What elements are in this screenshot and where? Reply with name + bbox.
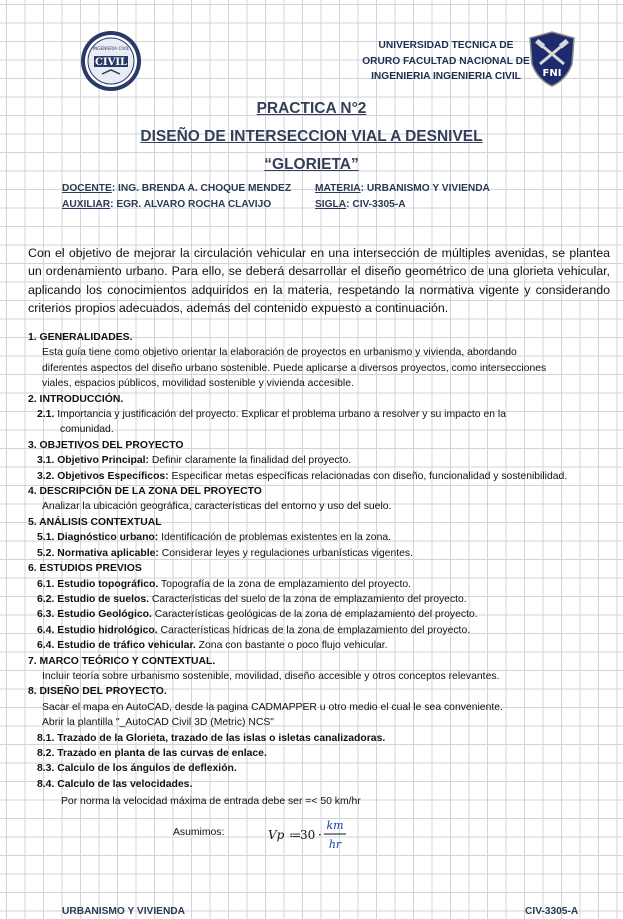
item-3-1-text: Definir claramente la finalidad del proyecto. — [149, 455, 352, 467]
formula-operator: ≔ — [289, 828, 302, 842]
item-8-2-text: 8.2. Trazado en planta de las curvas de enlace. — [37, 747, 267, 759]
item-5-1-text: Identificación de problemas existentes en la zona. — [158, 532, 392, 544]
section-5-heading: 5. ANÁLISIS CONTEXTUAL — [28, 516, 162, 528]
item-6-1-text: Topografía de la zona de emplazamiento del proyecto. — [158, 578, 412, 590]
section-4-body: Analizar la ubicación geográfica, características del entorno y uso del suelo. — [42, 501, 392, 513]
item-6-5 — [28, 638, 618, 653]
item-8-1-text: 8.1. Trazado de la Glorieta, trazado de las islas o isletas canalizadoras. — [37, 732, 386, 744]
item-8-2 — [28, 746, 618, 761]
item-6-4-label: 6.4. Estudio hidrológico. — [37, 624, 158, 636]
civil-logo-subtext: INGENIERIA CIVIL — [92, 46, 130, 51]
item-8-4-text: 8.4. Calculo de las velocidades. — [37, 778, 193, 790]
section-2-heading: 2. INTRODUCCIÓN. — [28, 393, 124, 405]
section-1-heading: 1. GENERALIDADES. — [28, 332, 133, 343]
item-2-1-text: Importancia y justificación del proyecto. Explicar el problema urbano a resolver y su impacto en la — [54, 409, 506, 421]
speed-note: Por norma la velocidad máxima de entrada debe ser =< 50 km/hr — [61, 796, 361, 807]
footer-subject: URBANISMO Y VIVIENDA — [62, 906, 186, 917]
fni-logo-text: FNI — [542, 68, 562, 79]
formula-dot: · — [318, 828, 322, 842]
item-6-3 — [28, 607, 618, 622]
section-7-heading: 7. MARCO TEÓRICO Y CONTEXTUAL. — [28, 655, 216, 667]
civil-logo — [80, 30, 142, 92]
auxiliar-value: : EGR. ALVARO ROCHA CLAVIJO — [110, 199, 272, 210]
item-8-3-text: 8.3. Calculo de los ángulos de deflexión. — [37, 763, 237, 775]
formula-value: 30 — [300, 828, 316, 842]
section-8-body-1: Sacar el mapa en AutoCAD, desde la pagina CADMAPPER u otro medio el cual le sea conveniente. — [42, 701, 503, 713]
footer-code: CIV-3305-A — [525, 906, 579, 917]
item-2-1-cont: comunidad. — [60, 424, 114, 436]
section-1-body-line-1: Esta guía tiene como objetivo orientar la elaboración de proyectos en urbanismo y vivienda, abordando — [42, 347, 517, 359]
docente-line — [62, 183, 291, 194]
materia-value: : URBANISMO Y VIVIENDA — [360, 183, 490, 194]
item-6-2 — [28, 592, 618, 607]
item-5-1 — [28, 530, 618, 545]
section-1-body-line-3: viales, espacios públicos, movilidad sostenible y vivienda accesible. — [42, 378, 354, 390]
institution-line-3: INGENIERIA INGENIERIA CIVIL — [371, 71, 521, 82]
docente-value: : ING. BRENDA A. CHOQUE MENDEZ — [111, 183, 292, 194]
materia-line — [315, 183, 490, 194]
sigla-value: : CIV-3305-A — [346, 199, 406, 210]
formula-denominator: hr — [328, 838, 342, 851]
item-6-3-label: 6.3. Estudio Geológico. — [37, 609, 152, 621]
civil-logo-text: CIVIL — [94, 57, 128, 68]
item-6-5-text: Zona con bastante o poco flujo vehicular. — [195, 640, 388, 652]
section-7-body: Incluir teoría sobre urbanismo sostenible, movilidad, diseño accesible y otros conceptos relevantes. — [42, 670, 500, 682]
practice-title: PRACTICA N°2 — [256, 100, 367, 117]
item-6-2-text: Características del suelo de la zona de emplazamiento del proyecto. — [149, 593, 467, 605]
section-4-heading: 4. DESCRIPCIÓN DE LA ZONA DEL PROYECTO — [28, 486, 262, 498]
section-1-body-line-2: diferentes aspectos del diseño urbano sostenible. Puede aplicarse a diversos proyectos, como intersecciones — [42, 362, 547, 374]
item-2-1-label: 2.1. — [37, 409, 55, 421]
item-3-1 — [28, 453, 618, 468]
item-3-2 — [28, 469, 618, 484]
sigla-label: SIGLA — [315, 199, 347, 210]
fni-shield-logo — [526, 30, 578, 88]
section-3-heading: 3. OBJETIVOS DEL PROYECTO — [28, 439, 184, 451]
formula-lhs: Vp — [268, 828, 285, 842]
item-6-4-text: Características hídricas de la zona de emplazamiento del proyecto. — [157, 624, 471, 636]
item-6-2-label: 6.2. Estudio de suelos. — [37, 593, 150, 605]
item-8-4 — [28, 777, 618, 792]
auxiliar-line — [62, 199, 271, 210]
assume-label: Asumimos: — [173, 827, 225, 838]
speed-formula — [268, 815, 358, 855]
section-8-body-2: Abrir la plantilla "_AutoCAD Civil 3D (Metric) NCS" — [42, 717, 274, 729]
institution-name — [360, 38, 532, 85]
materia-label: MATERIA — [315, 183, 361, 194]
item-6-4 — [28, 623, 618, 638]
item-5-2-text: Considerar leyes y regulaciones urbanísticas vigentes. — [158, 547, 413, 559]
item-6-3-text: Características geológicas de la zona de emplazamiento del proyecto. — [151, 609, 478, 621]
section-8-heading: 8. DISEÑO DEL PROYECTO. — [28, 686, 167, 698]
item-8-1 — [28, 731, 618, 746]
item-6-1-label: 6.1. Estudio topográfico. — [37, 578, 159, 590]
item-5-2-label: 5.2. Normativa aplicable: — [37, 547, 159, 559]
item-3-2-label: 3.2. Objetivos Específicos: — [37, 470, 169, 482]
item-3-2-text: Especificar metas específicas relacionadas con diseño, funcionalidad y sostenibilidad. — [168, 470, 568, 482]
docente-label: DOCENTE — [62, 183, 112, 194]
institution-line-2: ORURO FACULTAD NACIONAL DE — [362, 55, 530, 67]
main-title: DISEÑO DE INTERSECCION VIAL A DESNIVEL — [140, 128, 483, 145]
formula-numerator: km — [326, 819, 344, 832]
item-6-5-label: 6.4. Estudio de tráfico vehicular. — [37, 640, 196, 652]
sub-title: “GLORIETA” — [264, 156, 359, 173]
auxiliar-label: AUXILIAR — [62, 199, 111, 210]
item-8-3 — [28, 761, 618, 776]
item-5-1-label: 5.1. Diagnóstico urbano: — [37, 532, 159, 544]
section-6-heading: 6. ESTUDIOS PREVIOS — [28, 563, 142, 575]
item-3-1-label: 3.1. Objetivo Principal: — [37, 455, 150, 467]
item-2-1 — [28, 407, 618, 422]
item-6-1 — [28, 577, 618, 592]
item-5-2 — [28, 546, 618, 561]
content-sections — [28, 330, 618, 792]
institution-line-1: UNIVERSIDAD TECNICA DE — [378, 40, 514, 51]
sigla-line — [315, 199, 406, 210]
intro-paragraph: Con el objetivo de mejorar la circulación vehicular en una intersección de múltiples avenidas, se plantea un ordenamiento urbano. Para ello, se deberá desarrollar el diseño geométrico de una glorieta vehicular, aplicando los conocimientos adquiridos en la materia, respetando la normativa vigente y considerando criterios propios adecuados, además del contenido expuesto a continuación. — [28, 246, 610, 316]
